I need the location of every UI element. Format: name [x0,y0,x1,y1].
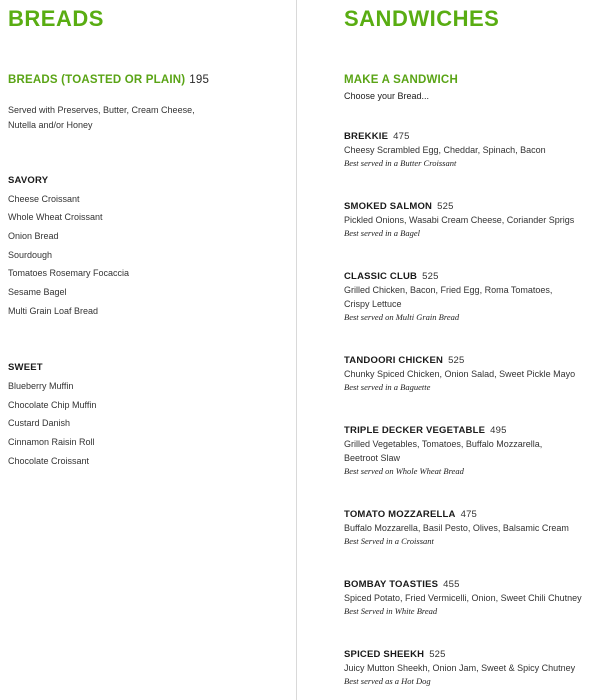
sandwiches-title: SANDWICHES [344,6,500,31]
sandwich-price: 495 [490,425,507,436]
sandwich-price: 525 [422,271,439,282]
sandwich-name-row [344,425,590,436]
sandwich-name: SMOKED SALMON [344,201,433,212]
sandwich-serving-note: Best Served in a Croissant [344,536,434,546]
sandwich-serving-note: Best served in a Bagel [344,228,421,238]
sandwich-price: 525 [437,201,454,212]
sweet-item: Chocolate Croissant [8,456,90,466]
sandwich-item [344,425,590,476]
savory-item: Tomatoes Rosemary Focaccia [8,268,130,278]
sandwich-item [344,509,590,546]
sandwich-serving-note: Best served in a Baguette [344,382,431,392]
sweet-item: Blueberry Muffin [8,381,74,391]
savory-item: Whole Wheat Croissant [8,212,103,222]
sandwich-description: Cheesy Scrambled Egg, Cheddar, Spinach, Bacon [344,145,546,155]
breads-heading-label: BREADS (TOASTED OR PLAIN) [8,74,186,86]
breads-description-line: Served with Preserves, Butter, Cream Cheese, [8,105,195,115]
breads-title: BREADS [8,6,104,31]
savory-item: Multi Grain Loaf Bread [8,306,99,316]
sandwich-price: 475 [460,509,478,520]
sandwich-price: 455 [443,579,460,590]
sandwich-item [344,271,590,322]
sandwich-description: Grilled Vegetables, Tomatoes, Buffalo Mozzarella, [344,439,543,449]
make-sandwich-subheading: Choose your Bread... [344,91,430,101]
sandwich-name-row [344,201,590,212]
sandwich-name: SPICED SHEEKH [344,649,425,660]
sandwich-name: TRIPLE DECKER VEGETABLE [344,425,486,436]
sandwich-name-row [344,355,590,366]
sandwich-name: CLASSIC CLUB [344,271,418,282]
sandwich-description: Grilled Chicken, Bacon, Fried Egg, Roma Tomatoes, [344,285,553,295]
sandwich-serving-note: Best Served in White Bread [344,606,438,616]
sandwich-name-row [344,271,590,282]
breads-description [8,103,195,133]
breads-heading [8,74,209,86]
breads-description-line: Nutella and/or Honey [8,120,93,130]
sweet-item: Custard Danish [8,418,71,428]
savory-item: Onion Bread [8,231,59,241]
sandwich-name-row [344,579,590,590]
breads-heading-price: 195 [189,74,210,86]
sandwich-name: BREKKIE [344,131,389,142]
sandwich-item [344,355,590,392]
sandwich-item [344,131,590,168]
sandwich-price: 525 [429,649,446,660]
sandwich-description: Pickled Onions, Wasabi Cream Cheese, Coriander Sprigs [344,215,575,225]
sandwich-name-row [344,649,590,660]
sandwich-serving-note: Best served on Multi Grain Bread [344,312,460,322]
sandwich-item [344,649,590,686]
sandwich-item [344,579,590,616]
sandwich-name-row [344,131,590,142]
sandwich-serving-note: Best served in a Butter Croissant [344,158,457,168]
sweet-item: Cinnamon Raisin Roll [8,437,95,447]
sandwich-name-row [344,509,590,520]
sandwich-name: BOMBAY TOASTIES [344,579,439,590]
sandwich-description: Spiced Potato, Fried Vermicelli, Onion, Sweet Chili Chutney [344,593,582,603]
column-divider [296,0,297,700]
make-sandwich-heading: MAKE A SANDWICH [344,74,458,86]
sweet-heading: SWEET [8,362,43,373]
sandwich-serving-note: Best served on Whole Wheat Bread [344,466,464,476]
sandwich-price: 525 [448,355,465,366]
sandwich-description: Buffalo Mozzarella, Basil Pesto, Olives, Balsamic Cream [344,523,569,533]
savory-item: Sesame Bagel [8,287,67,297]
sandwich-serving-note: Best served as a Hot Dog [344,676,431,686]
sweet-item: Chocolate Chip Muffin [8,400,97,410]
sandwich-name: TANDOORI CHICKEN [344,355,444,366]
sandwich-item [344,201,590,238]
savory-heading: SAVORY [8,175,49,186]
sandwich-name: TOMATO MOZZARELLA [344,509,456,520]
sandwich-description: Crispy Lettuce [344,299,402,309]
savory-item: Sourdough [8,250,53,260]
sandwich-description: Beetroot Slaw [344,453,401,463]
sandwich-price: 475 [393,131,410,142]
sandwich-description: Chunky Spiced Chicken, Onion Salad, Sweet Pickle Mayo [344,369,576,379]
sandwich-description: Juicy Mutton Sheekh, Onion Jam, Sweet & Spicy Chutney [344,663,576,673]
savory-item: Cheese Croissant [8,194,80,204]
